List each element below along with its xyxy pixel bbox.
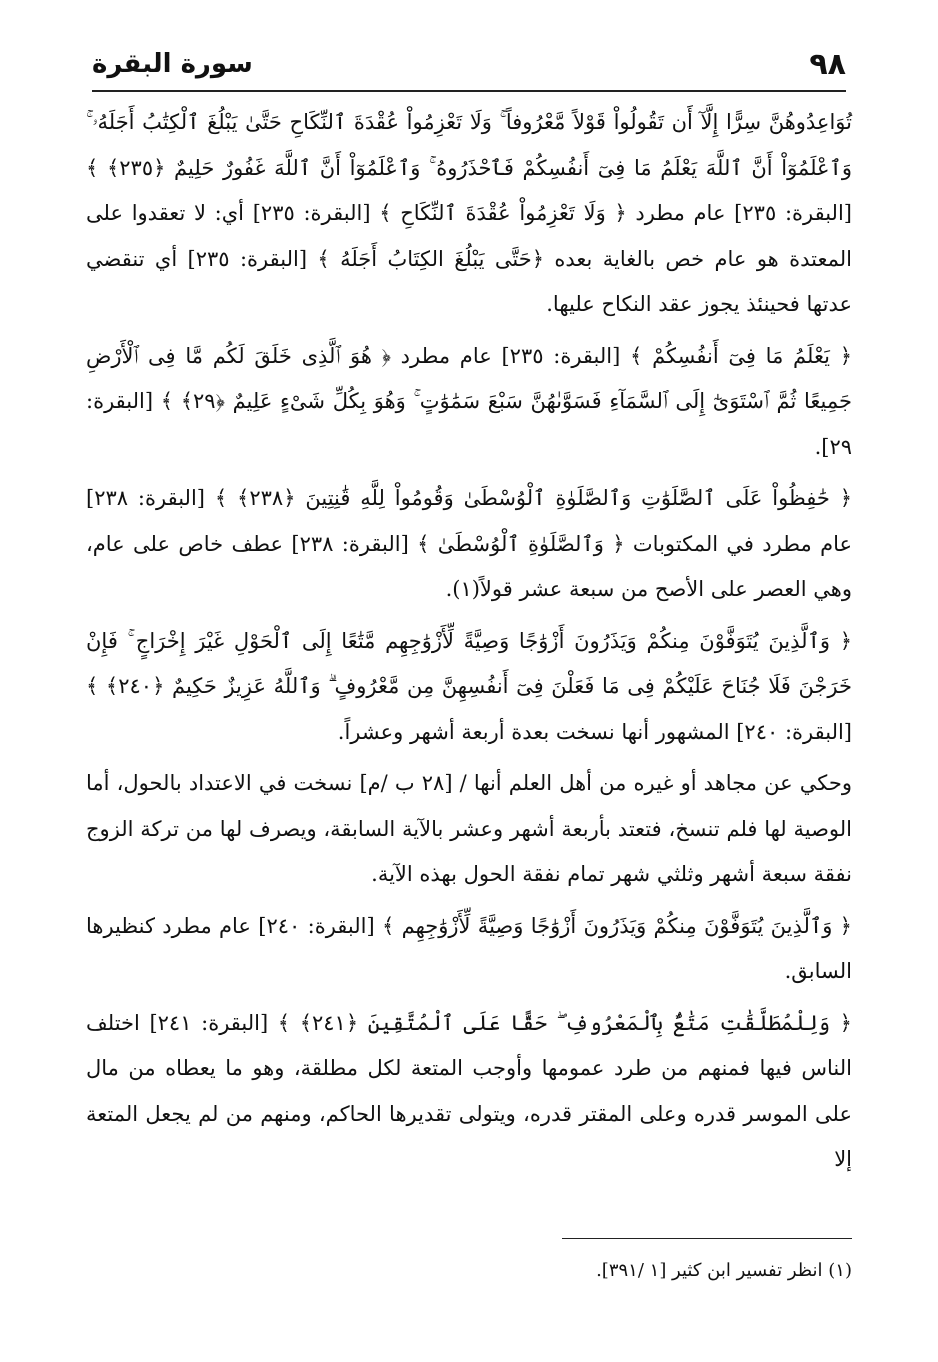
footnote-divider — [562, 1238, 852, 1239]
paragraph-1: تُوَاعِدُوهُنَّ سِرًّا إِلَّآ أَن تَقُولُواْ قَوْلاً مَّعْرُوفاً ۚ وَلَا تَعْزِمُواْ عُقْدَةَ ٱلنِّكَاحِ حَتَّىٰ يَبْلُغَ ٱلْكِتَٰبُ أَجَلَهُۥ ۚ وَٱعْلَمُوٓاْ أَنَّ ٱللَّهَ يَعْلَمُ مَا فِىٓ أَنفُسِكُمْ فَٱحْذَرُوهُ ۚ وَٱعْلَمُوٓاْ أَنَّ ٱللَّهَ غَفُورٌ حَلِيمٌ ﴿٢٣٥﴾ ﴾ [البقرة: ٢٣٥] عام مطرد ﴿ وَلَا تَعْزِمُواْ عُقْدَةَ ٱلنِّكَاحِ ﴾ [البقرة: ٢٣٥] أي: لا تعقدوا على المعتدة هو عام خص بالغاية بعده ﴿حَتَّى يَبْلُغَ الكِتَابُ أَجَلَهُ ﴾ [البقرة: ٢٣٥] أي تنقضي عدتها فحينئذ يجوز عقد النكاح عليها. — [86, 110, 852, 316]
paragraph-6: ﴿ وَٱلَّذِينَ يُتَوَفَّوْنَ مِنكُمْ وَيَذَرُونَ أَزْوَٰجًا وَصِيَّةً لِّأَزْوَٰجِهِم ﴾ [البقرة: ٢٤٠] عام مطرد كنظيرها السابق. — [86, 913, 852, 983]
paragraph-7: ﴿ وَلِلْمُطَلَّقَٰتِ مَتَٰعٌۢ بِٱلْمَعْرُوفِ ۖ حَقًّا عَلَى ٱلْمُتَّقِينَ ﴿٢٤١﴾ ﴾ [البقرة: ٢٤١] اختلف الناس فيها فمنهم من طرد عمومها وأوجب المتعة لكل مطلقة، وهو ما يعطاه من مال على الموسر قدره وعلى المقتر قدره، ويتولى تقديرها الحاكم، ومنهم من لم يجعل المتعة إلا — [86, 1010, 852, 1171]
page-header — [92, 38, 846, 92]
page-number: ٩٨ — [809, 46, 846, 82]
paragraph-5: وحكي عن مجاهد أو غيره من أهل العلم أنها / [٢٨ ب /م] نسخت في الاعتداد بالحول، أما الوصية لها فلم تنسخ، فتعتد بأربعة أشهر وعشر بالآية السابقة، ويصرف لها من تركة الزوج نفقة سبعة أشهر وثلثي شهر تمام نفقة الحول بهذه الآية. — [86, 771, 853, 886]
footnote: (١) انظر تفسير ابن كثير [١ /٣٩١]. — [596, 1260, 852, 1281]
paragraph-3: ﴿ حَٰفِظُواْ عَلَى ٱلصَّلَوَٰتِ وَٱلصَّلَوٰةِ ٱلْوُسْطَىٰ وَقُومُواْ لِلَّهِ قَٰنِتِينَ ﴿٢٣٨﴾ ﴾ [البقرة: ٢٣٨] عام مطرد في المكتوبات ﴿ وَٱلصَّلَوٰةِ ٱلْوُسْطَىٰ ﴾ [البقرة: ٢٣٨] عطف خاص على عام، وهي العصر على الأصح من سبعة عشر قولاً(١). — [86, 486, 853, 601]
paragraph-4: ﴿ وَٱلَّذِينَ يُتَوَفَّوْنَ مِنكُمْ وَيَذَرُونَ أَزْوَٰجًا وَصِيَّةً لِّأَزْوَٰجِهِم مَّتَٰعًا إِلَى ٱلْحَوْلِ غَيْرَ إِخْرَاجٍ ۚ فَإِنْ خَرَجْنَ فَلَا جُنَاحَ عَلَيْكُمْ فِى مَا فَعَلْنَ فِىٓ أَنفُسِهِنَّ مِن مَّعْرُوفٍ ۗ وَٱللَّهُ عَزِيزٌ حَكِيمٌ ﴿٢٤٠﴾ ﴾ [البقرة: ٢٤٠] المشهور أنها نسخت بعدة أربعة أشهر وعشراً. — [86, 628, 852, 744]
surah-title: سورة البقرة — [92, 49, 253, 79]
paragraph-2: ﴿ يَعْلَمُ مَا فِىٓ أَنفُسِكُمْ ﴾ [البقرة: ٢٣٥] عام مطرد ﴿ هُوَ ٱلَّذِى خَلَقَ لَكُم مَّا فِى ٱلْأَرْضِ جَمِيعًا ثُمَّ ٱسْتَوَىٰٓ إِلَى ٱلسَّمَآءِ فَسَوَّىٰهُنَّ سَبْعَ سَمَٰوَٰتٍ ۚ وَهُوَ بِكُلِّ شَىْءٍ عَلِيمٌ ﴿٢٩﴾ ﴾ [البقرة: ٢٩]. — [86, 343, 853, 459]
main-text — [86, 100, 852, 1189]
